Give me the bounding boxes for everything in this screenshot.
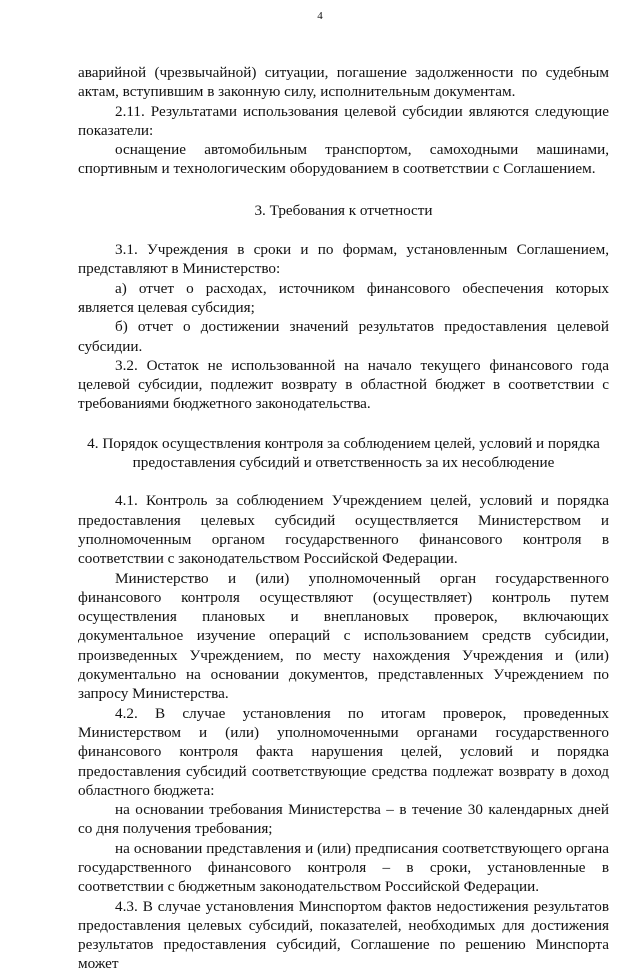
paragraph-3-1: 3.1. Учреждения в сроки и по формам, установленным Соглашением, представляют в Министерство: <box>78 241 609 278</box>
page-number: 4 <box>317 10 323 22</box>
paragraph-3-1-a: а) отчет о расходах, источником финансового обеспечения которых является целевая субсидия; <box>78 279 609 316</box>
paragraph-3-1-b: б) отчет о достижении значений результатов предоставления целевой субсидии. <box>78 318 609 355</box>
paragraph-2-11-item: оснащение автомобильным транспортом, самоходными машинами, спортивным и технологическим оборудованием в соответствии с Соглашением. <box>78 141 609 178</box>
document-body <box>78 63 609 974</box>
paragraph-4-3: 4.3. В случае установления Минспортом фактов недостижения результатов предоставления целевых субсидий, показателей, необходимых для достижения результатов предоставления субсидий, Соглашение по решению Минспорта может <box>78 897 609 973</box>
paragraph-4-2-a: на основании требования Министерства – в течение 30 календарных дней со дня получения требования; <box>78 801 609 838</box>
paragraph-3-2: 3.2. Остаток не использованной на начало текущего финансового года целевой субсидии, подлежит возврату в областной бюджет в соответствии с требованиями бюджетного законодательства. <box>78 356 609 413</box>
paragraph-2-11: 2.11. Результатами использования целевой субсидии являются следующие показатели: <box>78 102 609 139</box>
paragraph-intro: аварийной (чрезвычайной) ситуации, погашение задолженности по судебным актам, вступившим в законную силу, исполнительным документам. <box>78 64 609 101</box>
paragraph-4-2-b: на основании представления и (или) предписания соответствующего органа государственного финансового контроля – в сроки, установленные в соответствии с бюджетным законодательством Российской Федерации. <box>78 839 609 896</box>
paragraph-4-1-b: Министерство и (или) уполномоченный орган государственного финансового контроля осуществляют (осуществляет) контроль путем осуществления плановых и внеплановых проверок, включающих документальное изучение операций с использованием средств субсидии, произведенных Учреждением, по месту нахождения Учреждения и (или) документально на основании документов, представленных Учреждением по запросу Министерства. <box>78 569 609 703</box>
paragraph-4-1: 4.1. Контроль за соблюдением Учреждением целей, условий и порядка предоставления целевых субсидий осуществляется Министерством и уполномоченным органом государственного финансового контроля в соответствии с законодательством Российской Федерации. <box>78 492 609 568</box>
section-4-title: 4. Порядок осуществления контроля за соблюдением целей, условий и порядка предоставления субсидий и ответственность за их несоблюдение <box>87 434 600 472</box>
section-3-title: 3. Требования к отчетности <box>254 201 433 219</box>
paragraph-4-2: 4.2. В случае установления по итогам проверок, проведенных Министерством и (или) уполномоченными органами государственного финансового контроля факта нарушения целей, условий и порядка предоставления субсидий соответствующие средства подлежат возврату в доход областного бюджета: <box>78 704 609 799</box>
